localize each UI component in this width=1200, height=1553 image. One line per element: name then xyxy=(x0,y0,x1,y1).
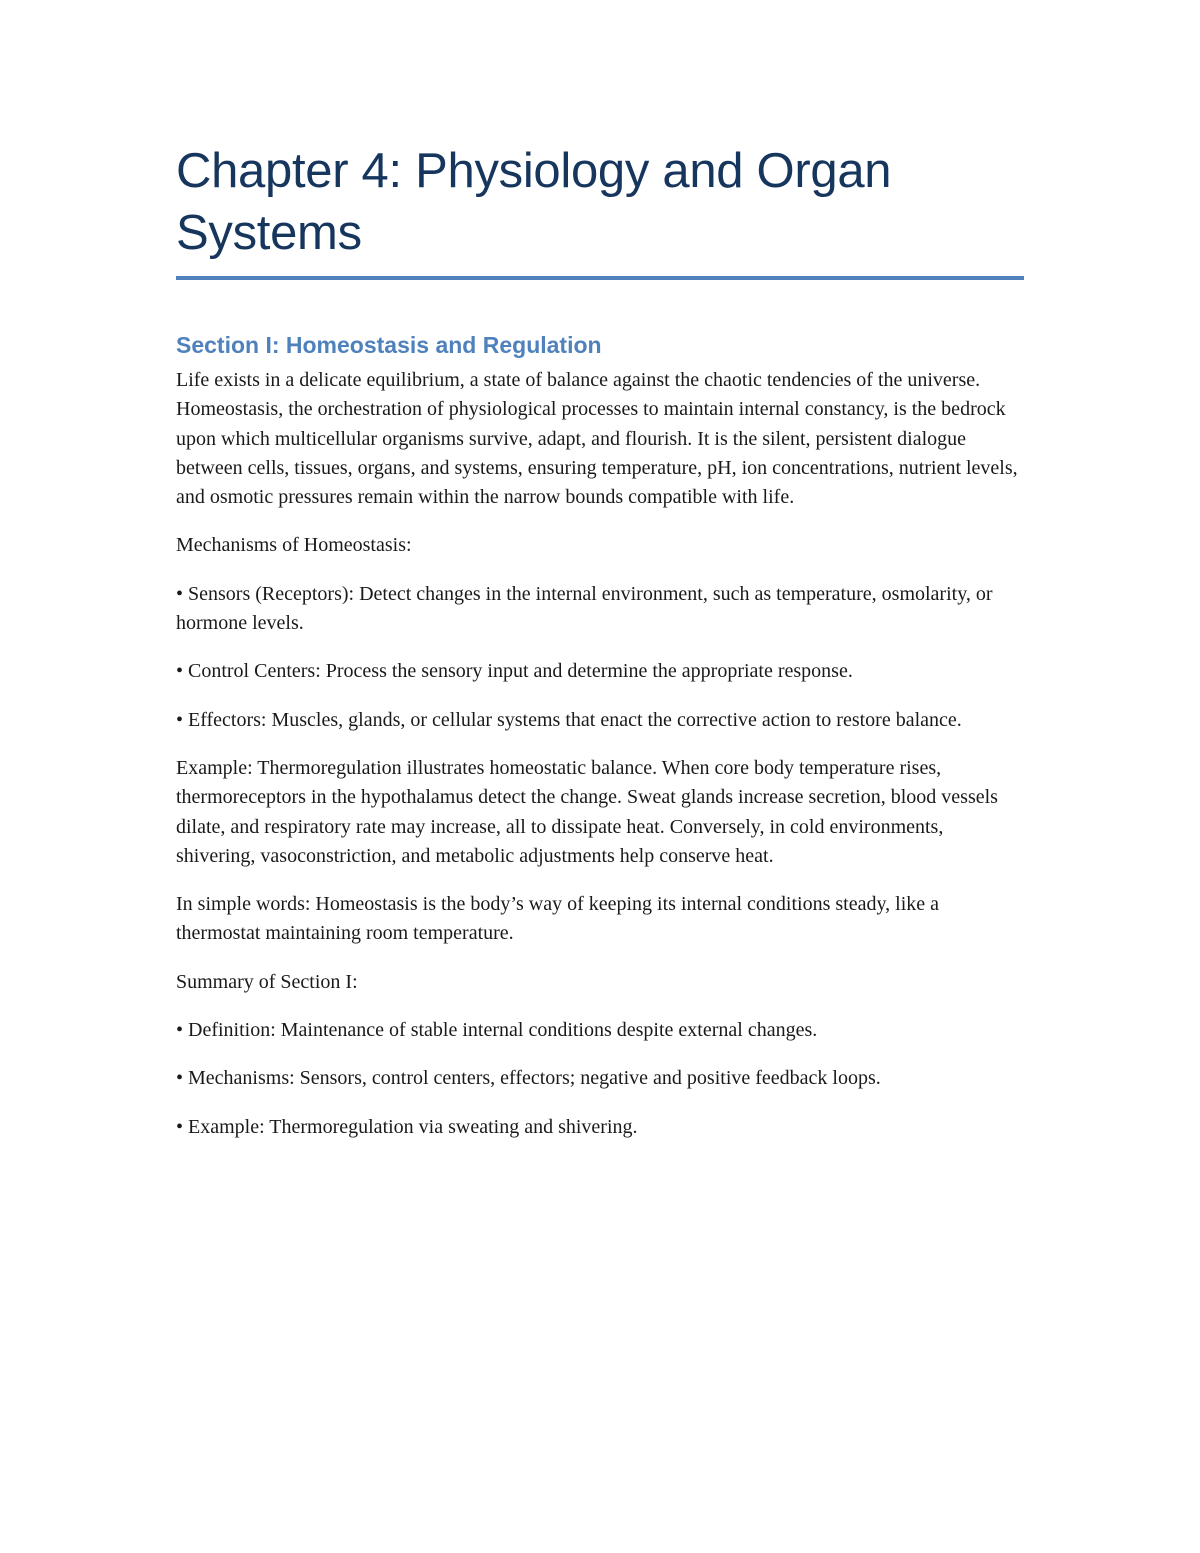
summary-heading: Summary of Section I: xyxy=(176,970,358,993)
document-content xyxy=(176,140,1024,1161)
bullet-sensors: • Sensors (Receptors): Detect changes in the internal environment, such as temperature, osmolarity, or hormone levels. xyxy=(176,582,993,635)
chapter-title: Chapter 4: Physiology and Organ Systems xyxy=(176,144,892,260)
title-underline-rule xyxy=(176,276,1024,280)
bullet-control-centers: • Control Centers: Process the sensory input and determine the appropriate response. xyxy=(176,660,853,683)
summary-bullet-example: • Example: Thermoregulation via sweating and shivering. xyxy=(176,1115,638,1138)
simple-words-paragraph: In simple words: Homeostasis is the body’s way of keeping its internal conditions steady, like a thermostat maintaining room temperature. xyxy=(176,893,940,945)
bullet-effectors: • Effectors: Muscles, glands, or cellular systems that enact the corrective action to restore balance. xyxy=(176,708,962,731)
summary-bullet-mechanisms: • Mechanisms: Sensors, control centers, effectors; negative and positive feedback loops. xyxy=(176,1067,881,1090)
example-paragraph: Example: Thermoregulation illustrates homeostatic balance. When core body temperature rises, thermoreceptors in the hypothalamus detect the change. Sweat glands increase secretion, blood vessels dilate, and respiratory rate may increase, all to dissipate heat. Conversely, in cold environments, shivering, vasoconstriction, and metabolic adjustments help conserve heat. xyxy=(176,756,998,867)
intro-paragraph: Life exists in a delicate equilibrium, a state of balance against the chaotic tendencies of the universe. Homeostasis, the orchestration of physiological processes to maintain internal constancy, is the bedrock upon which multicellular organisms survive, adapt, and flourish. It is the silent, persistent dialogue between cells, tissues, organs, and systems, ensuring temperature, pH, ion concentrations, nutrient levels, and osmotic pressures remain within the narrow bounds compatible with life. xyxy=(176,369,1018,509)
section-heading: Section I: Homeostasis and Regulation xyxy=(176,332,602,358)
summary-bullet-definition: • Definition: Maintenance of stable internal conditions despite external changes. xyxy=(176,1019,818,1042)
mechanisms-heading: Mechanisms of Homeostasis: xyxy=(176,534,412,557)
